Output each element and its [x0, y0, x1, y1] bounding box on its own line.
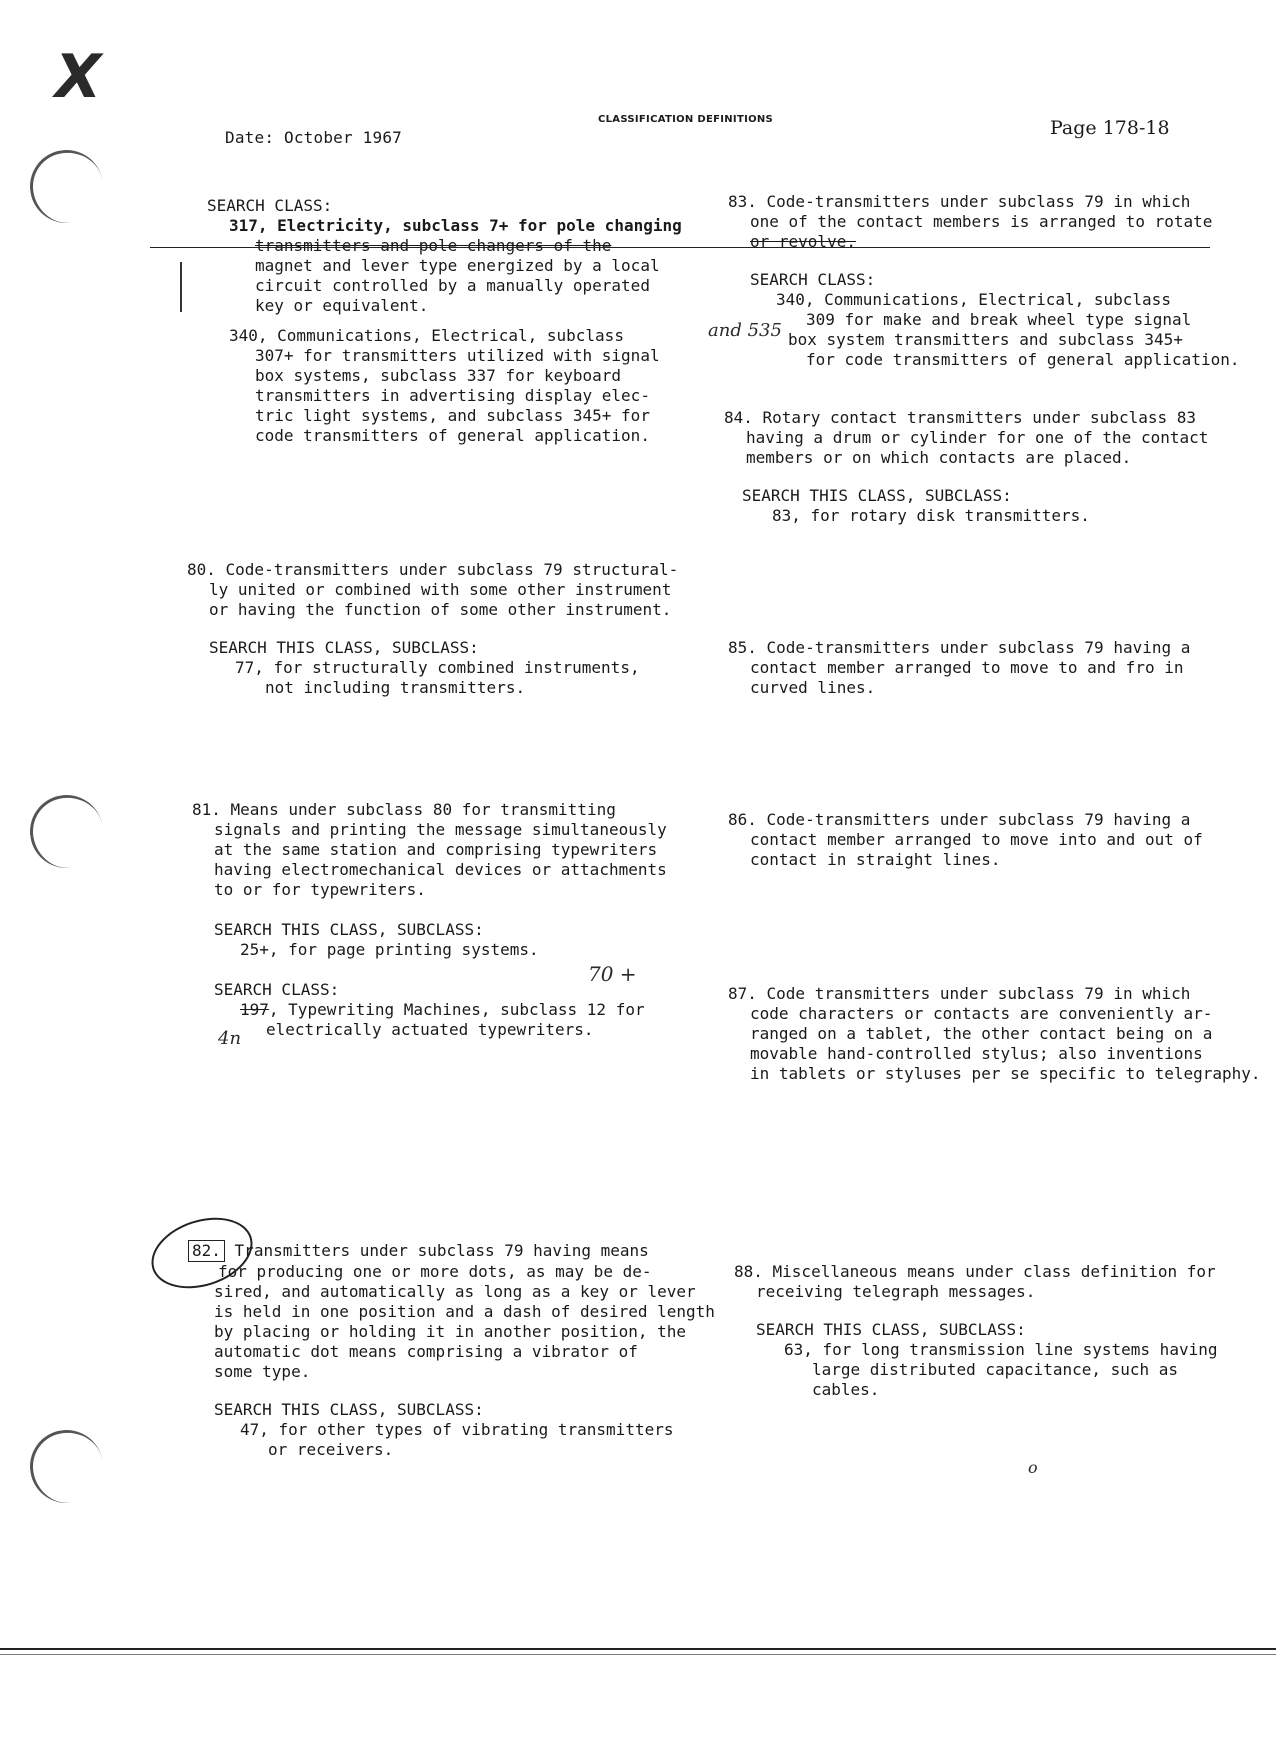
subclass-81-block — [192, 800, 667, 1040]
bottom-rule-secondary — [0, 1654, 1276, 1655]
subclass-84-block — [724, 408, 1208, 526]
subclass-82-line: automatic dot means comprising a vibrator of — [214, 1342, 638, 1361]
search-heading: SEARCH THIS CLASS, SUBCLASS: — [214, 920, 484, 939]
subclass-82-line: by placing or holding it in another position, the — [214, 1322, 687, 1341]
search-line: large distributed capacitance, such as — [812, 1360, 1179, 1379]
subclass-83-block — [728, 192, 1239, 370]
subclass-87-block — [728, 984, 1261, 1084]
subclass-80-line: 80. Code-transmitters under subclass 79 structural- — [187, 560, 679, 579]
search-class-block-top — [207, 196, 682, 446]
subclass-86-line: contact in straight lines. — [750, 850, 1001, 869]
search-line: electrically actuated typewriters. — [266, 1020, 594, 1039]
search-line: 77, for structurally combined instruments, — [235, 658, 640, 677]
search-entry-line: code transmitters of general application. — [255, 426, 650, 445]
subclass-87-line: 87. Code transmitters under subclass 79 in which — [728, 984, 1191, 1003]
search-entry-line: 307+ for transmitters utilized with signal — [255, 346, 660, 365]
subclass-82-line: for producing one or more dots, as may be de- — [218, 1262, 652, 1281]
search-entry-line: key or equivalent. — [255, 296, 429, 315]
search-line: 309 for make and break wheel type signal — [806, 310, 1192, 329]
search-line: 63, for long transmission line systems having — [784, 1340, 1218, 1359]
subclass-84-line: 84. Rotary contact transmitters under subclass 83 — [724, 408, 1197, 427]
subclass-85-line: 85. Code-transmitters under subclass 79 having a — [728, 638, 1191, 657]
search-entry-line-struck: transmitters and pole changers of the — [255, 236, 612, 255]
subclass-85-line: curved lines. — [750, 678, 876, 697]
subclass-84-line: members or on which contacts are placed. — [746, 448, 1132, 467]
search-entry-line: 340, Communications, Electrical, subclass — [229, 326, 624, 345]
subclass-87-line: code characters or contacts are conveniently ar- — [750, 1004, 1213, 1023]
search-line: not including transmitters. — [265, 678, 526, 697]
handwritten-4n: 4n — [218, 1028, 242, 1049]
search-line: 25+, for page printing systems. — [240, 940, 539, 959]
search-line: 83, for rotary disk transmitters. — [772, 506, 1090, 525]
subclass-82-first-line — [188, 1240, 715, 1262]
handwritten-x-mark: X — [55, 42, 102, 112]
search-entry-line: 317, Electricity, subclass 7+ for pole changing — [229, 216, 682, 235]
search-entry-line: tric light systems, and subclass 345+ for — [255, 406, 650, 425]
subclass-86-line: 86. Code-transmitters under subclass 79 having a — [728, 810, 1191, 829]
search-entry-line: magnet and lever type energized by a local — [255, 256, 660, 275]
search-line: box system transmitters and subclass 345+ — [788, 330, 1183, 349]
subclass-87-line: movable hand-controlled stylus; also inventions — [750, 1044, 1203, 1063]
search-heading: SEARCH THIS CLASS, SUBCLASS: — [209, 638, 479, 657]
search-line-text: , Typewriting Machines, subclass 12 for — [268, 1000, 645, 1019]
subclass-82-line: sired, and automatically as long as a key or lever — [214, 1282, 696, 1301]
subclass-81-line: having electromechanical devices or attachments — [214, 860, 667, 879]
subclass-83-line-struck: or revolve. — [750, 232, 856, 251]
search-entry-line: transmitters in advertising display elec- — [255, 386, 650, 405]
search-heading: SEARCH CLASS: — [214, 980, 340, 999]
search-heading: SEARCH THIS CLASS, SUBCLASS: — [214, 1400, 484, 1419]
binder-hole-middle — [24, 789, 109, 874]
subclass-87-line: in tablets or styluses per se specific to telegraphy. — [750, 1064, 1261, 1083]
header-date: Date: October 1967 — [225, 128, 402, 147]
subclass-82-block — [188, 1240, 715, 1460]
subclass-83-line: one of the contact members is arranged to rotate — [750, 212, 1213, 231]
subclass-84-line: having a drum or cylinder for one of the contact — [746, 428, 1209, 447]
subclass-80-line: or having the function of some other instrument. — [209, 600, 672, 619]
search-heading: SEARCH CLASS: — [750, 270, 876, 289]
search-line: 340, Communications, Electrical, subclass — [776, 290, 1171, 309]
subclass-82-line: some type. — [214, 1362, 311, 1381]
subclass-82-number: 82. — [188, 1240, 225, 1262]
subclass-86-block — [728, 810, 1203, 870]
struck-class-number: 197 — [240, 1000, 269, 1019]
subclass-83-line: 83. Code-transmitters under subclass 79 in which — [728, 192, 1191, 211]
subclass-81-line: at the same station and comprising typewriters — [214, 840, 658, 859]
search-class-heading: SEARCH CLASS: — [207, 196, 333, 215]
search-line: 47, for other types of vibrating transmitters — [240, 1420, 674, 1439]
binder-hole-top — [24, 144, 109, 229]
search-line: or receivers. — [268, 1440, 394, 1459]
subclass-82-line: Transmitters under subclass 79 having means — [234, 1241, 649, 1260]
header-page: Page 178-18 — [1050, 117, 1170, 139]
handwritten-and-535: and 535 — [708, 320, 782, 341]
subclass-86-line: contact member arranged to move into and out of — [750, 830, 1203, 849]
subclass-81-line: to or for typewriters. — [214, 880, 426, 899]
subclass-85-block — [728, 638, 1190, 698]
subclass-88-block — [734, 1262, 1217, 1400]
search-heading: SEARCH THIS CLASS, SUBCLASS: — [742, 486, 1012, 505]
search-heading: SEARCH THIS CLASS, SUBCLASS: — [756, 1320, 1026, 1339]
header-title: CLASSIFICATION DEFINITIONS — [598, 114, 774, 125]
subclass-80-block — [187, 560, 678, 698]
search-line — [192, 1000, 667, 1020]
search-entry-line: box systems, subclass 337 for keyboard — [255, 366, 622, 385]
subclass-87-line: ranged on a tablet, the other contact being on a — [750, 1024, 1213, 1043]
subclass-85-line: contact member arranged to move to and fro in — [750, 658, 1184, 677]
handwritten-70-plus: 70 + — [588, 962, 637, 986]
margin-bar — [180, 262, 182, 312]
search-entry-line: circuit controlled by a manually operated — [255, 276, 650, 295]
binder-hole-bottom — [24, 1424, 109, 1509]
subclass-88-line: receiving telegraph messages. — [756, 1282, 1036, 1301]
subclass-81-line: signals and printing the message simultaneously — [214, 820, 667, 839]
subclass-82-line: is held in one position and a dash of desired length — [214, 1302, 715, 1321]
bottom-rule — [0, 1648, 1276, 1650]
subclass-80-line: ly united or combined with some other instrument — [209, 580, 672, 599]
subclass-81-line: 81. Means under subclass 80 for transmitting — [192, 800, 616, 819]
subclass-88-line: 88. Miscellaneous means under class definition for — [734, 1262, 1216, 1281]
small-handwritten-mark: o — [1028, 1458, 1038, 1477]
search-line: for code transmitters of general application. — [806, 350, 1240, 369]
search-line: cables. — [812, 1380, 880, 1399]
